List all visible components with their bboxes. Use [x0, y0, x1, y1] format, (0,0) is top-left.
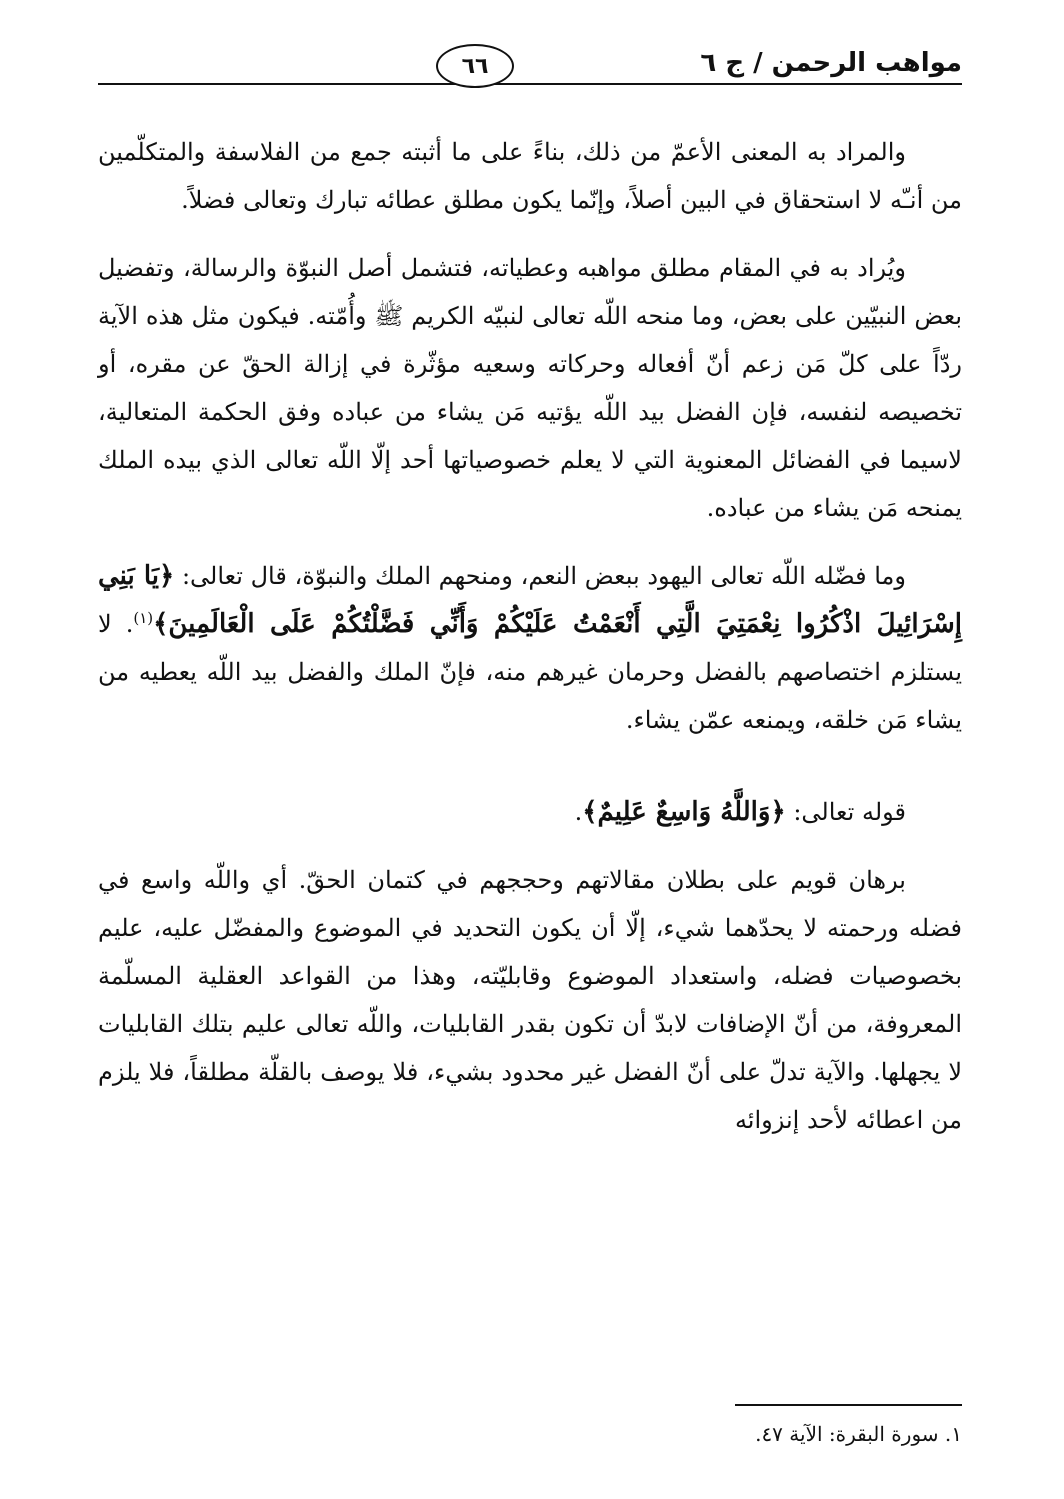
heading-verse: ﴿وَاللَّهُ وَاسِعٌ عَلِيمٌ﴾ — [582, 797, 786, 827]
verse-close-bracket: ﴾ — [153, 609, 169, 639]
paragraph-3 — [98, 552, 962, 744]
running-title: مواهب الرحمن / ج ٦ — [700, 48, 962, 78]
page-number: ٦٦ — [436, 44, 514, 88]
verse-heading — [98, 788, 962, 836]
body-text — [98, 128, 962, 1164]
header-rule — [98, 83, 962, 85]
footnote: ١. سورة البقرة: الآية ٤٧. — [755, 1422, 962, 1446]
paragraph-3-rest: . لا يستلزم اختصاصهم بالفضل وحرمان غيرهم منه، فإنّ الملك والفضل بيد اللّه يعطيه من يشاء مَن خلقه، ويمنعه عمّن يشاء. — [98, 610, 962, 734]
footnote-reference[interactable]: (١) — [133, 609, 154, 627]
verse-text: يَا بَنِي إِسْرَائِيلَ اذْكُرُوا نِعْمَتِيَ الَّتِي أَنْعَمْتُ عَلَيْكُمْ وَأَنِّي فَضَّلْتُكُمْ عَلَى الْعَالَمِينَ — [98, 561, 962, 639]
paragraph-4: برهان قويم على بطلان مقالاتهم وحججهم في كتمان الحقّ. أي واللّه واسع في فضله ورحمته لا يحدّهما شيء، إلّا أن يكون التحديد في الموضوع والمفضّل عليه، عليم بخصوصيات فضله، واستعداد الموضوع وقابليّته، وهذا من القواعد العقلية المسلّمة المعروفة، من أنّ الإضافات لابدّ أن تكون بقدر القابليات، واللّه تعالى عليم بتلك القابليات لا يجهلها. والآية تدلّ على أنّ الفضل غير محدود بشيء، فلا يوصف بالقلّة مطلقاً، فلا يلزم من اعطائه لأحد إنزوائه — [98, 866, 963, 1134]
verse-open-bracket: ﴿ — [159, 561, 175, 591]
paragraph-3-intro: وما فضّله اللّه تعالى اليهود ببعض النعم، ومنحهم الملك والنبوّة، قال تعالى: — [181, 562, 906, 590]
paragraph-1: والمراد به المعنى الأعمّ من ذلك، بناءً على ما أثبته جمع من الفلاسفة والمتكلّمين من أنـّه لا استحقاق في البين أصلاً، وإنّما يكون مطلق عطائه تبارك وتعالى فضلاً. — [98, 138, 962, 214]
page-header — [98, 34, 962, 94]
paragraph-2: ويُراد به في المقام مطلق مواهبه وعطياته، فتشمل أصل النبوّة والرسالة، وتفضيل بعض النبيّين على بعض، وما منحه اللّه تعالى لنبيّه الكريم ﷺ وأُمّته. فيكون مثل هذه الآية ردّاً على كلّ مَن زعم أنّ أفعاله وحركاته وسعيه مؤثّرة في إزالة الحقّ عن مقره، أو تخصيصه لنفسه، فإن الفضل بيد اللّه يؤتيه مَن يشاء من عباده وفق الحكمة المتعالية، لاسيما في الفضائل المعنوية التي لا يعلم خصوصياتها أحد إلّا اللّه تعالى الذي بيده الملك يمنحه مَن يشاء من عباده. — [98, 254, 963, 522]
heading-intro: قوله تعالى: — [793, 798, 906, 826]
footnote-rule — [735, 1404, 962, 1406]
heading-end: . — [574, 798, 583, 826]
